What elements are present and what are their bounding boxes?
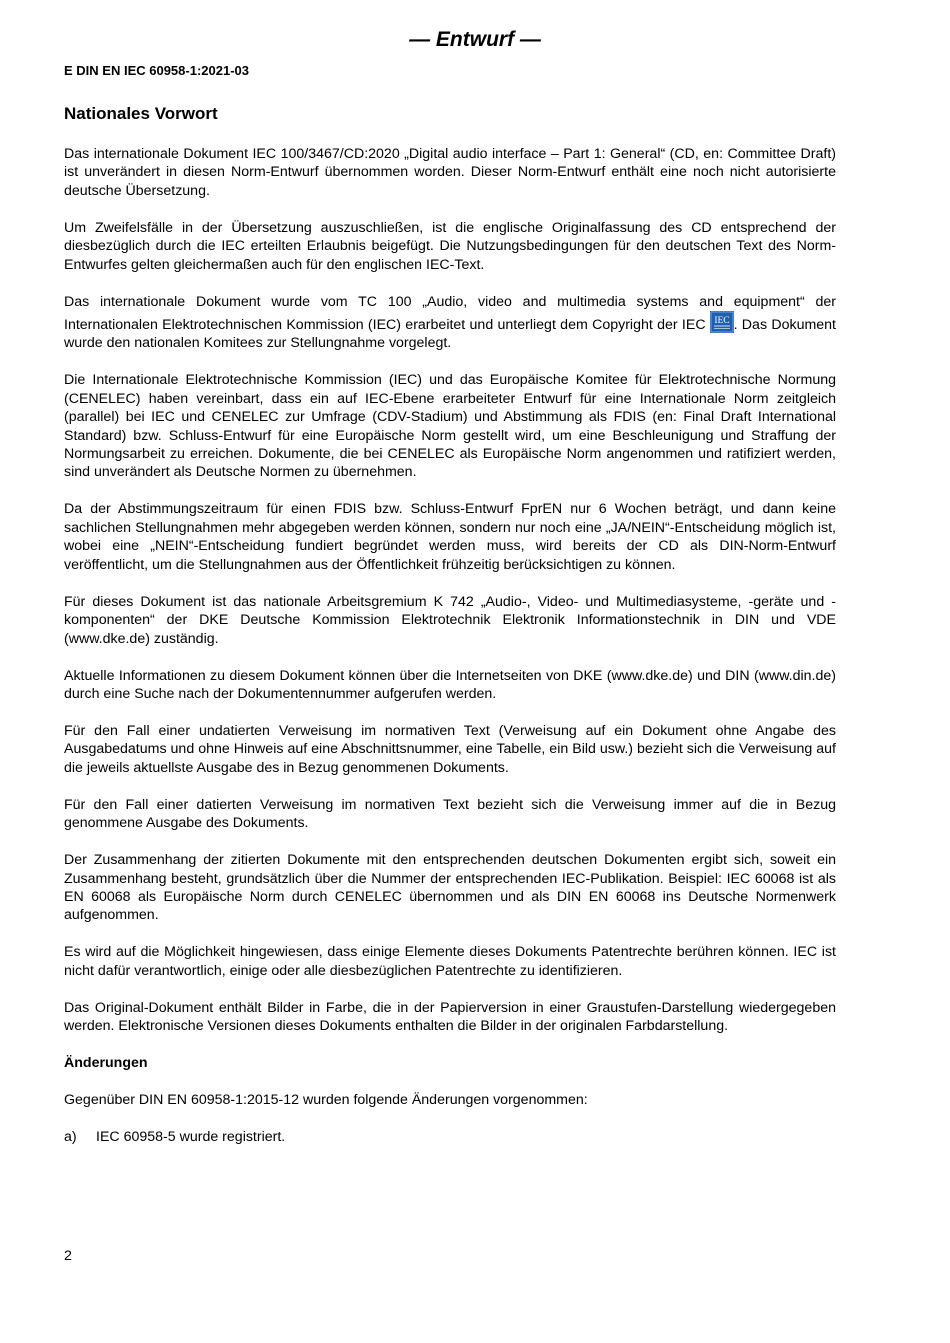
paragraph-undated-reference: Für den Fall einer undatierten Verweisung im normativen Text (Verweisung auf ein Dokument ohne Angabe des Ausgabedatums und ohne Hinweis auf eine Abschnittsnummer, eine Tabelle, ein Bild usw.) bezieht sich die Verweisung auf die jeweils aktuellste Ausgabe des in Bezug genommenen Dokuments. bbox=[64, 722, 836, 776]
iec-logo-lettering: IEC bbox=[713, 316, 730, 327]
list-item-text: IEC 60958-5 wurde registriert. bbox=[96, 1129, 286, 1146]
document-identifier: E DIN EN IEC 60958-1:2021-03 bbox=[64, 63, 249, 78]
list-item bbox=[64, 1128, 836, 1146]
page-content bbox=[64, 103, 836, 1147]
iec-logo-icon bbox=[710, 311, 734, 333]
paragraph-current-information: Aktuelle Informationen zu diesem Dokument können über die Internetseiten von DKE (www.dke.de) und DIN (www.din.de) durch eine Suche nach der Dokumentennummer aufgerufen werden. bbox=[64, 667, 836, 702]
changes-heading: Änderungen bbox=[64, 1055, 148, 1072]
list-item-marker: a) bbox=[64, 1129, 77, 1146]
paragraph-dated-reference: Für den Fall einer datierten Verweisung im normativen Text bezieht sich die Verweisung immer auf die in Bezug genommene Ausgabe des Dokuments. bbox=[64, 796, 836, 832]
paragraph-color-figures: Das Original-Dokument enthält Bilder in Farbe, die in der Papierversion in einer Graustufen-Darstellung wiedergegeben werden. Elektronische Versionen dieses Dokuments enthalten die Bilder in der originalen Farbdarstellung. bbox=[64, 999, 836, 1035]
paragraph-iec-cenelec-agreement: Die Internationale Elektrotechnische Kommission (IEC) und das Europäische Komitee für Elektrotechnische Normung (CENELEC) haben vereinbart, dass ein auf IEC-Ebene erarbeiteter Entwurf für eine Internationale Norm zeitgleich (parallel) bei IEC und CENELEC zur Umfrage (CDV-Stadium) und Abstimmung als FDIS (en: Final Draft International Standard) bzw. Schluss-Entwurf für eine Europäische Norm gestellt wird, um eine Beschleunigung und Straffung der Normungsarbeit zu erreichen. Dokumente, die bei CENELEC als Europäische Norm angenommen und ratifiziert werden, sind unverändert als Deutsche Normen zu übernehmen. bbox=[64, 372, 836, 481]
paragraph-copyright bbox=[64, 293, 836, 353]
page-number: 2 bbox=[64, 1248, 72, 1264]
section-title: Nationales Vorwort bbox=[64, 104, 218, 123]
paragraph-document-adoption: Das internationale Dokument IEC 100/3467/CD:2020 „Digital audio interface – Part 1: General“ (CD, en: Committee Draft) ist unverändert in diesen Norm-Entwurf übernommen worden. Dieser Norm-Entwurf enthält eine noch nicht autorisierte deutsche Übersetzung. bbox=[64, 146, 836, 199]
copyright-text-continued: . Das Dokument wurde den nationalen Komitees zur Stellungnahme vorgelegt. bbox=[64, 317, 836, 352]
paragraph-translation-note: Um Zweifelsfälle in der Übersetzung auszuschließen, ist die englische Originalfassung des CD entsprechend der diesbezüglich durch die IEC erteilten Erlaubnis beigefügt. Die Nutzungsbedingungen für den deutschen Text des Norm-Entwurfes gelten gleichermaßen auch für den englischen IEC-Text. bbox=[64, 219, 836, 273]
paragraph-working-group: Für dieses Dokument ist das nationale Arbeitsgremium K 742 „Audio-, Video- und Multimediasysteme, -geräte und -komponenten“ der DKE Deutsche Kommission Elektrotechnik Elektronik Informationstechnik in DIN und VDE (www.dke.de) zuständig. bbox=[64, 593, 836, 647]
changes-list bbox=[64, 1128, 836, 1146]
draft-watermark-title: — Entwurf — bbox=[409, 28, 541, 51]
paragraph-patent-rights: Es wird auf die Möglichkeit hingewiesen, dass einige Elemente dieses Dokuments Patentrechte berühren können. IEC ist nicht dafür verantwortlich, einige oder alle diesbezüglichen Patentrechte zu identifizieren. bbox=[64, 944, 836, 979]
paragraph-cited-documents: Der Zusammenhang der zitierten Dokumente mit den entsprechenden deutschen Dokumenten ergibt sich, soweit ein Zusammenhang besteht, grundsätzlich über die Nummer der entsprechenden IEC-Publikation. Beispiel: IEC 60068 ist als EN 60068 als Europäische Norm durch CENELEC übernommen und als DIN EN 60068 ins Deutsche Normenwerk aufgenommen. bbox=[64, 852, 836, 924]
copyright-text: Das internationale Dokument wurde vom TC 100 „Audio, video and multimedia systems and equipment“ der Internationalen Elektrotechnischen Kommission (IEC) erarbeitet und unterliegt dem Copyright der IEC bbox=[64, 293, 836, 334]
changes-intro: Gegenüber DIN EN 60958-1:2015-12 wurden folgende Änderungen vorgenommen: bbox=[64, 1092, 588, 1109]
paragraph-voting-period: Da der Abstimmungszeitraum für einen FDIS bzw. Schluss-Entwurf FprEN nur 6 Wochen beträgt, und dann keine sachlichen Stellungnahmen mehr abgegeben werden können, sondern nur noch eine „JA/NEIN“-Entscheidung möglich ist, wobei eine „NEIN“-Entscheidung fundiert begründet werden muss, wird bereits der CD als DIN-Norm-Entwurf veröffentlicht, um die Stellungnahmen aus der Öffentlichkeit frühzeitig berücksichtigen zu können. bbox=[64, 501, 836, 573]
